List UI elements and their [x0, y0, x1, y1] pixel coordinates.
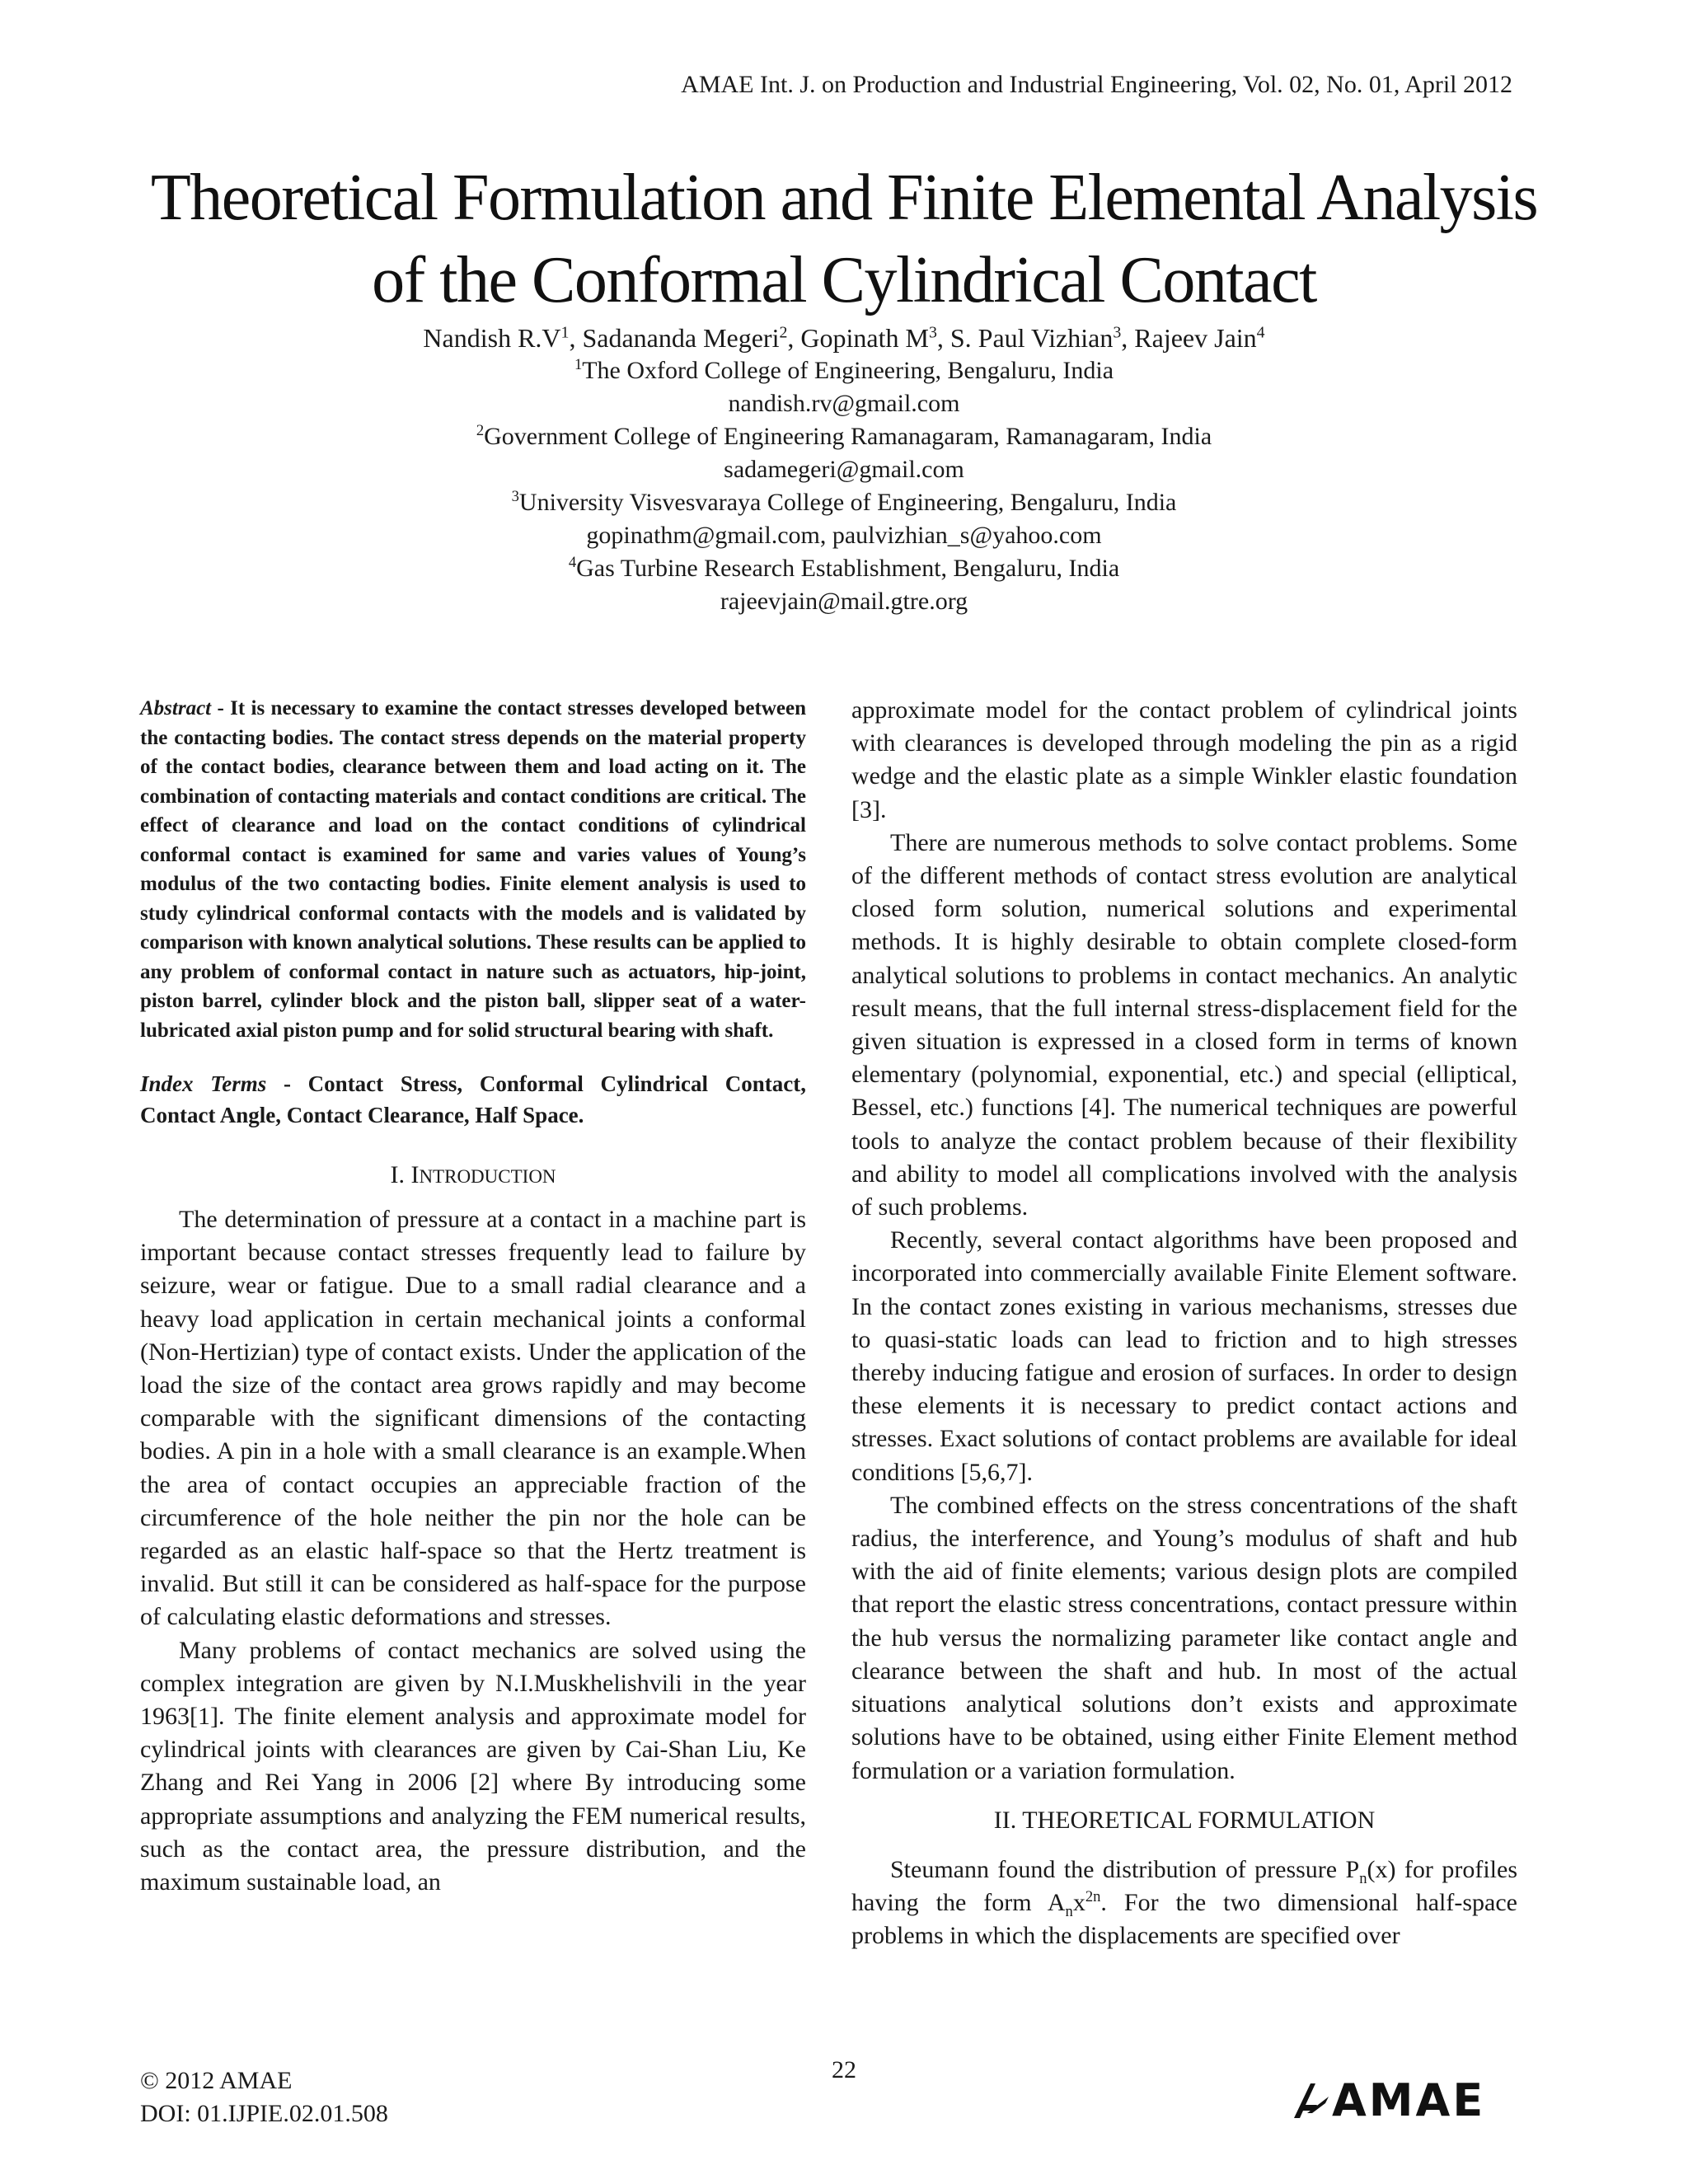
page-number: 22 [832, 2056, 856, 2083]
abstract [140, 694, 806, 1045]
text-run: Steumann found the distribution of pressure P [890, 1855, 1360, 1883]
affiliation-line [0, 354, 1688, 387]
index-terms-label: Index Terms [140, 1071, 267, 1096]
doi: DOI: 01.IJPIE.02.01.508 [140, 2100, 388, 2127]
affiliation-superscript: 1 [574, 356, 583, 373]
author-superscript: 3 [928, 323, 937, 342]
text-run: x [1072, 1889, 1085, 1917]
section-title: NTRODUCTION [419, 1166, 556, 1187]
author-superscript: 3 [1113, 323, 1122, 342]
author-superscript: 4 [1256, 323, 1265, 342]
affiliation-superscript: 4 [568, 554, 577, 571]
title-line-1: Theoretical Formulation and Finite Elemental Analysis [150, 162, 1538, 234]
author-name: Nandish R.V [423, 323, 561, 353]
affiliation-email [0, 519, 1688, 552]
affiliation-text: gopinathm@gmail.com, paulvizhian_s@yahoo.com [586, 522, 1102, 549]
section-heading-introduction [140, 1157, 806, 1193]
text-run: (x) for profiles having the form A [851, 1855, 1517, 1917]
affiliation-line [0, 420, 1688, 453]
affiliation-text: Gas Turbine Research Establishment, Bengaluru, India [576, 555, 1120, 582]
text-run: . For the two dimensional half-space problems in which the displacements are specified over [851, 1889, 1517, 1950]
affiliation-text: Government College of Engineering Ramanagaram, Ramanagaram, India [484, 423, 1212, 450]
author-name: , S. Paul Vizhian [936, 323, 1114, 353]
paragraph: Recently, several contact algorithms have been proposed and incorporated into commercially available Finite Element software. In the contact zones existing in various mechanisms, stresses due to quasi-static loads can lead to friction and to high stresses thereby inducing fatigue and erosion of surfaces. In order to design these elements it is necessary to predict contact actions and stresses. Exact solutions of contact problems are available for ideal conditions [5,6,7]. [851, 1226, 1517, 1486]
title-line-2: of the Conformal Cylindrical Contact [372, 244, 1316, 316]
amae-logo [1292, 2075, 1485, 2125]
paragraph: The combined effects on the stress concentrations of the shaft radius, the interference, and Young’s modulus of shaft and hub with the aid of finite elements; various design plots are compiled that report the elastic stress concentrations, contact pressure within the hub versus the normalizing parameter like contact angle and clearance between the shaft and hub. In most of the actual situations analytical solutions don’t exists and approximate solutions have to be obtained, using either Finite Element method formulation or a variation formulation. [851, 1491, 1517, 1784]
author-superscript: 2 [779, 323, 788, 342]
amae-logo-icon [1292, 2080, 1330, 2120]
affiliation-text: rajeevjain@mail.gtre.org [720, 588, 968, 615]
affiliation-text: University Visvesvaraya College of Engineering, Bengaluru, India [518, 489, 1177, 516]
subscript: n [1065, 1903, 1073, 1921]
journal-header: AMAE Int. J. on Production and Industrial Engineering, Vol. 02, No. 01, April 2012 [681, 71, 1512, 98]
affiliation-text: sadamegeri@gmail.com [724, 456, 964, 483]
affiliations [0, 354, 1688, 618]
paper-title [0, 157, 1688, 321]
author-name: , Rajeev Jain [1121, 323, 1257, 353]
subscript: n [1359, 1869, 1367, 1887]
author-superscript: 1 [560, 323, 570, 342]
affiliation-text: The Oxford College of Engineering, Bengaluru, India [582, 357, 1114, 384]
affiliation-email [0, 585, 1688, 618]
affiliation-email [0, 387, 1688, 420]
index-terms-text: - Contact Stress, Conformal Cylindrical Contact, Contact Angle, Contact Clearance, Half Space. [140, 1071, 806, 1127]
affiliation-text: nandish.rv@gmail.com [728, 390, 960, 417]
right-column [851, 694, 1517, 1953]
paragraph-continuation: approximate model for the contact problem of cylindrical joints with clearances is developed through modeling the pin as a rigid wedge and the elastic plate as a simple Winkler elastic foundation [3]. [851, 696, 1517, 823]
affiliation-line [0, 486, 1688, 519]
superscript: 2n [1085, 1888, 1101, 1906]
paragraph [851, 1854, 1517, 1953]
paragraph: The determination of pressure at a contact in a machine part is important because contact stresses frequently lead to failure by seizure, wear or fatigue. Due to a small radial clearance and a heavy load application in certain mechanical joints a conformal (Non-Hertizian) type of contact exists. Under the application of the load the size of the contact area grows rapidly and may become comparable with the significant dimensions of the contacting bodies. A pin in a hole with a small clearance is an example.When the area of contact occupies an appreciable fraction of the circumference of the hole neither the pin nor the hole can be regarded as an elastic half-space so that the Hertz treatment is invalid. But still it can be considered as half-space for the purpose of calculating elastic deformations and stresses. [140, 1206, 806, 1631]
affiliation-superscript: 3 [511, 488, 519, 505]
left-column [140, 694, 806, 1899]
abstract-label: Abstract [140, 697, 212, 719]
copyright: © 2012 AMAE [140, 2067, 293, 2094]
section-heading-theoretical-formulation: II. THEORETICAL FORMULATION [993, 1806, 1376, 1834]
affiliation-line [0, 552, 1688, 585]
affiliation-superscript: 2 [476, 422, 485, 439]
section-number: I. I [390, 1161, 420, 1188]
author-list [0, 321, 1688, 354]
paragraph: There are numerous methods to solve contact problems. Some of the different methods of contact stress evolution are analytical closed form solution, numerical solutions and experimental methods. It is highly desirable to obtain complete closed-form analytical solutions to problems in contact mechanics. An analytic result means, that the full internal stress-displacement field for the given situation is expressed in a closed form in terms of known elementary (polynomial, exponential, etc.) and special (elliptical, Bessel, etc.) functions [4]. The numerical techniques are powerful tools to analyze the contact problem because of their flexibility and ability to model all complications involved with the analysis of such problems. [851, 828, 1517, 1221]
author-name: , Gopinath M [787, 323, 929, 353]
affiliation-email [0, 453, 1688, 486]
index-terms [140, 1068, 806, 1131]
author-name: , Sadananda Megeri [569, 323, 780, 353]
abstract-text: - It is necessary to examine the contact stresses developed between the contacting bodies. The contact stress depends on the material property of the contact bodies, clearance between them and load acting on it. The combination of contacting materials and contact conditions are critical. The effect of clearance and load on the contact conditions of cylindrical conformal contact is examined for same and varies values of Young’s modulus of the two contacting bodies. Finite element analysis is used to study cylindrical conformal contacts with the models and is validated by comparison with known analytical solutions. These results can be applied to any problem of conformal contact in nature such as actuators, hip-joint, piston barrel, cylinder block and the piston ball, slipper seat of a water-lubricated axial piston pump and for solid structural bearing with shaft. [140, 697, 806, 1042]
amae-logo-text: AMAE [1332, 2074, 1486, 2126]
paragraph: Many problems of contact mechanics are solved using the complex integration are given by N.I.Muskhelishvili in the year 1963[1]. The finite element analysis and approximate model for cylindrical joints with clearances are given by Cai-Shan Liu, Ke Zhang and Rei Yang in 2006 [2] where By introducing some appropriate assumptions and analyzing the FEM numerical results, such as the contact area, the pressure distribution, and the maximum sustainable load, an [140, 1636, 806, 1896]
